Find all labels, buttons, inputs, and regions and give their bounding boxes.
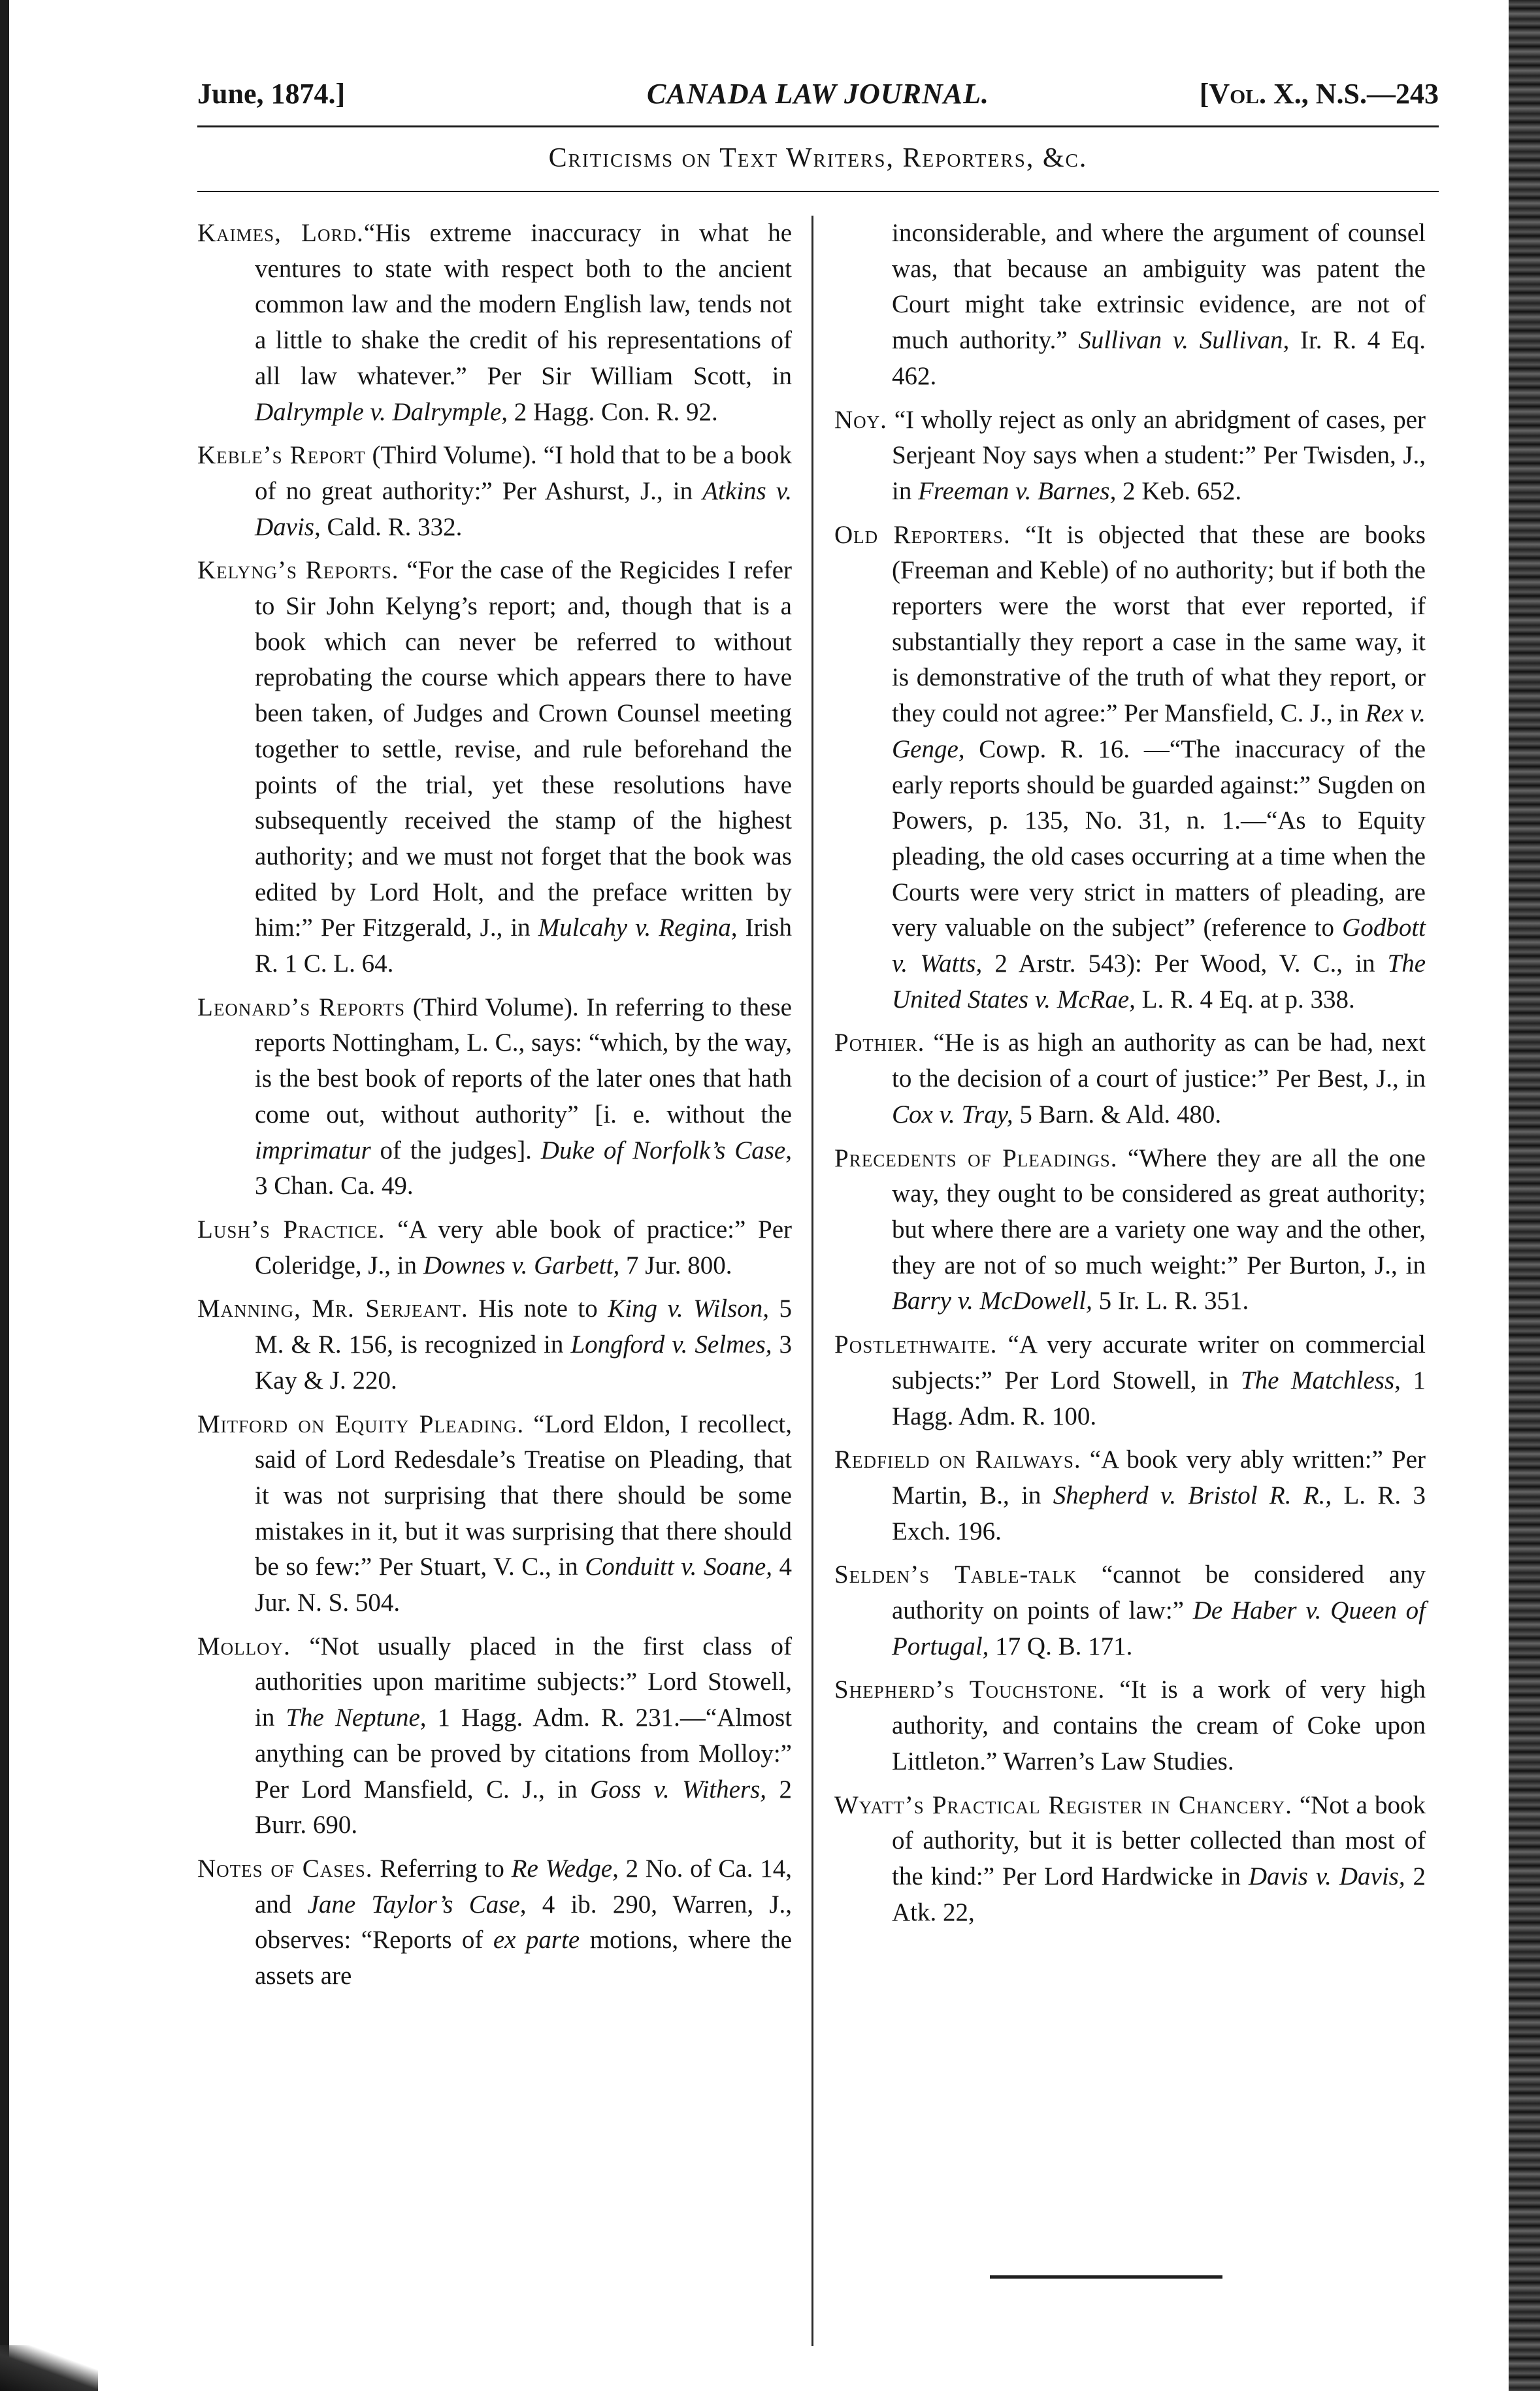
citation: 17 Q. B. 171. (989, 1632, 1133, 1660)
entry-text: Referring to (372, 1854, 512, 1883)
citation: 2 Atk. 22, (892, 1862, 1426, 1926)
entry-heading: Selden’s Table-talk (834, 1560, 1077, 1589)
citation: 2 Arstr. 543): Per Wood, V. C., in (982, 949, 1388, 978)
entry-heading: Wyatt’s Practical Register in Chancery. (834, 1790, 1292, 1819)
citation: Ir. R. 4 Eq. 462. (892, 326, 1426, 390)
entry-heading: Mitford on Equity Pleading. (197, 1410, 525, 1438)
running-head (197, 77, 1439, 123)
citation: 3 Kay & J. 220. (255, 1330, 793, 1394)
entry-heading: Precedents of Pleadings. (834, 1144, 1118, 1172)
case-name: Cox v. Tray, (892, 1100, 1013, 1129)
index-entry (834, 1788, 1426, 1931)
entry-heading: Shepherd’s Touchstone. (834, 1675, 1106, 1704)
entry-text: “He is as high an authority as can be had, next to the decision of a court of justice:” Per Best, J., in (892, 1029, 1426, 1093)
index-entry (197, 1851, 792, 1994)
entry-text: “His extreme inaccuracy in what he ventures to state with respect both to the ancient common law and the modern English law, tends not a little to shake the credit of his representations of all law whatever.” Per Sir William Scott, in (255, 219, 792, 390)
index-entry (834, 518, 1426, 1018)
entry-text: inconsiderable, and where the argument of counsel was, that because an ambiguity was patent the Court might take extrinsic evidence, are not of much authority.” (892, 219, 1426, 355)
citation: 7 Jur. 800. (619, 1251, 732, 1279)
citation: L. R. 4 Eq. at p. 338. (1135, 985, 1355, 1014)
entry-heading: Postlethwaite. (834, 1330, 998, 1359)
index-entry (197, 438, 792, 545)
entry-heading: Old Reporters. (834, 520, 1011, 549)
case-name: Downes v. Garbett, (423, 1251, 620, 1279)
case-name: Jane Taylor’s Case, (307, 1890, 527, 1919)
case-name: Atkins v. Davis, (255, 476, 792, 541)
citation: 2 No. of Ca. 14, and (255, 1854, 792, 1919)
case-name: ex parte (493, 1926, 580, 1954)
case-name: Barry v. McDowell, (892, 1287, 1092, 1315)
citation: motions, where the assets are (255, 1926, 793, 1990)
entry-heading: Kaimes, Lord. (197, 219, 364, 247)
entry-text: “A book very ably written:” Per Martin, B., in (892, 1445, 1426, 1509)
entry-text: (Third Volume). In referring to these reports Nottingham, L. C., says: “which, by the way, is the best book of reports of the later ones that hath come out, without authority” [i. e. without the (255, 993, 792, 1129)
case-name: Re Wedge, (511, 1854, 619, 1883)
citation: 2 Keb. 652. (1116, 476, 1242, 505)
entry-heading: Lush’s Practice. (197, 1215, 385, 1244)
case-name: Rex v. Genge, (892, 699, 1426, 763)
citation: 1 Hagg. Adm. R. 231.—“Almost anything can be proved by citations from Molloy:” Per Lord Mansfield, C. J., in (255, 1704, 792, 1804)
case-name: Freeman v. Barnes, (918, 476, 1117, 505)
entry-heading: Keble’s Report (197, 441, 366, 470)
citation: Cowp. R. 16. —“The inaccuracy of the early reports should be guarded against:” Sugden on Powers, p. 135, No. 31, n. 1.—“As to Equity pleading, the old cases occurring at a time when the Courts were very strict in matters of pleading, are very valuable on the subject” (reference to (892, 734, 1426, 942)
case-name: The Neptune, (286, 1704, 427, 1732)
entry-heading: Leonard’s Reports (197, 993, 405, 1021)
entry-text: “It is a work of very high authority, and contains the cream of Coke upon Littleton.” Warren’s Law Studies. (892, 1675, 1426, 1775)
entry-heading: Noy. (834, 405, 887, 434)
case-name: Sullivan v. Sullivan, (1078, 326, 1290, 355)
index-entry (834, 1557, 1426, 1664)
entry-text: “It is objected that these are books (Freeman and Keble) of no authority; but if both the reporters were the worst that ever reported, if substantially they report a case in the same way, it is demonstrative of the truth of what they report, or they could not agree:” Per Mansfield, C. J., in (892, 520, 1426, 728)
case-name: Davis v. Davis, (1248, 1862, 1405, 1890)
citation: 1 Hagg. Adm. R. 100. (892, 1366, 1426, 1430)
entry-text: “cannot be considered any authority on points of law:” (892, 1560, 1426, 1625)
index-entry (197, 1629, 792, 1843)
case-name: The Matchless, (1240, 1366, 1401, 1394)
case-name: De Haber v. Queen of Portugal, (892, 1596, 1426, 1660)
case-name: imprimatur (255, 1136, 371, 1164)
case-name: Shepherd v. Bristol R. R., (1053, 1481, 1332, 1509)
citation: 5 Barn. & Ald. 480. (1013, 1100, 1222, 1129)
case-name: Duke of Norfolk’s Case, (540, 1136, 792, 1164)
citation: Cald. R. 332. (320, 512, 463, 541)
entry-text: “For the case of the Regicides I refer to Sir John Kelyng’s report; and, though that is a book which can never be referred to without reprobating the course which appears there to have been taken, of Judges and Crown Counsel meeting together to settle, revise, and rule beforehand the points of the trial, yet these resolutions have subsequently received the stamp of the highest authority; and we must not forget that the book was edited by Lord Holt, and the preface written by him:” Per Fitzgerald, J., in (255, 556, 792, 942)
entry-text: “Where they are all the one way, they ought to be considered as great authority; but where there are a variety one way and the other, they are not of so much weight:” Per Burton, J., in (892, 1144, 1426, 1279)
entry-heading: Kelyng’s Reports. (197, 556, 399, 585)
index-entry (834, 1672, 1426, 1779)
entry-text: “Not usually placed in the first class of authorities upon maritime subjects:” Lord Stowell, in (255, 1632, 792, 1732)
case-name: Dalrymple v. Dalrymple, (255, 397, 508, 426)
entry-text: “Lord Eldon, I recollect, said of Lord Redesdale’s Treatise on Pleading, that it was not surprising that there should be some mistakes in it, but it was surprising that there should be so few:” Per Stuart, V. C., in (255, 1410, 792, 1581)
entry-heading: Molloy. (197, 1632, 291, 1660)
section-title: Criticisms on Text Writers, Reporters, &c. (548, 143, 1088, 173)
citation: of the judges]. (370, 1136, 541, 1164)
entry-text: (Third Volume). “I hold that to be a book of no great authority:” Per Ashurst, J., in (255, 441, 792, 505)
entry-heading: Redfield on Railways. (834, 1445, 1081, 1474)
index-entry (197, 553, 792, 981)
right-column (834, 216, 1426, 1938)
index-entry (834, 1025, 1426, 1132)
entry-text: “A very accurate writer on commercial subjects:” Per Lord Stowell, in (892, 1330, 1426, 1394)
entry-heading: Notes of Cases. (197, 1854, 373, 1883)
citation: L. R. 3 Exch. 196. (892, 1481, 1426, 1545)
entry-text: “I wholly reject as only an abridgment of cases, per Serjeant Noy says when a student:” Per Twisden, J., in (887, 405, 1426, 505)
entry-heading: Manning, Mr. Serjeant. (197, 1294, 468, 1323)
left-column (197, 216, 792, 2002)
citation: Irish R. 1 C. L. 64. (255, 914, 792, 978)
volume-page: [Vol. X., N.S.—243 (1199, 78, 1439, 110)
index-entry (834, 1442, 1426, 1549)
index-entry (197, 1407, 792, 1621)
entry-text: His note to (468, 1294, 608, 1323)
entry-text: “A very able book of practice:” Per Coleridge, J., in (255, 1215, 792, 1279)
index-entry (197, 990, 792, 1204)
citation: 4 ib. 290, Warren, J., observes: “Reports of (255, 1890, 793, 1954)
case-name: King v. Wilson, (608, 1294, 770, 1323)
case-name: Godbott v. Watts, (892, 914, 1426, 978)
scan-edge-bottom (0, 2345, 98, 2391)
case-name: Longford v. Selmes, (570, 1330, 772, 1359)
case-name: The United States v. McRae, (892, 949, 1426, 1014)
end-rule (990, 2275, 1222, 2279)
case-name: Mulcahy v. Regina, (538, 914, 738, 942)
header-rule (197, 125, 1439, 127)
citation: 5 M. & R. 156, is recognized in (255, 1294, 793, 1359)
case-name: Goss v. Withers, (590, 1775, 767, 1804)
entry-heading: Pothier. (834, 1029, 925, 1057)
index-entry (197, 1212, 792, 1283)
column-divider (811, 216, 813, 2346)
entry-continuation (834, 216, 1426, 395)
entry-text: “Not a book of authority, but it is better collected than most of the kind:” Per Lord Hardwicke in (892, 1790, 1426, 1890)
index-entry (834, 1327, 1426, 1434)
scan-edge-right (1509, 0, 1540, 2391)
journal-title: CANADA LAW JOURNAL. (647, 78, 989, 110)
scan-edge-left (0, 0, 9, 2391)
citation: 4 Jur. N. S. 504. (255, 1553, 793, 1617)
index-entry (197, 1291, 792, 1398)
citation: 2 Hagg. Con. R. 92. (508, 397, 718, 426)
issue-date: June, 1874.] (197, 78, 346, 110)
citation: 3 Chan. Ca. 49. (255, 1172, 414, 1200)
index-entry (197, 216, 792, 430)
index-entry (834, 1141, 1426, 1320)
index-entry (834, 403, 1426, 510)
section-rule (197, 191, 1439, 192)
citation: 5 Ir. L. R. 351. (1092, 1287, 1249, 1315)
citation: 2 Burr. 690. (255, 1775, 792, 1839)
case-name: Conduitt v. Soane, (585, 1553, 772, 1581)
